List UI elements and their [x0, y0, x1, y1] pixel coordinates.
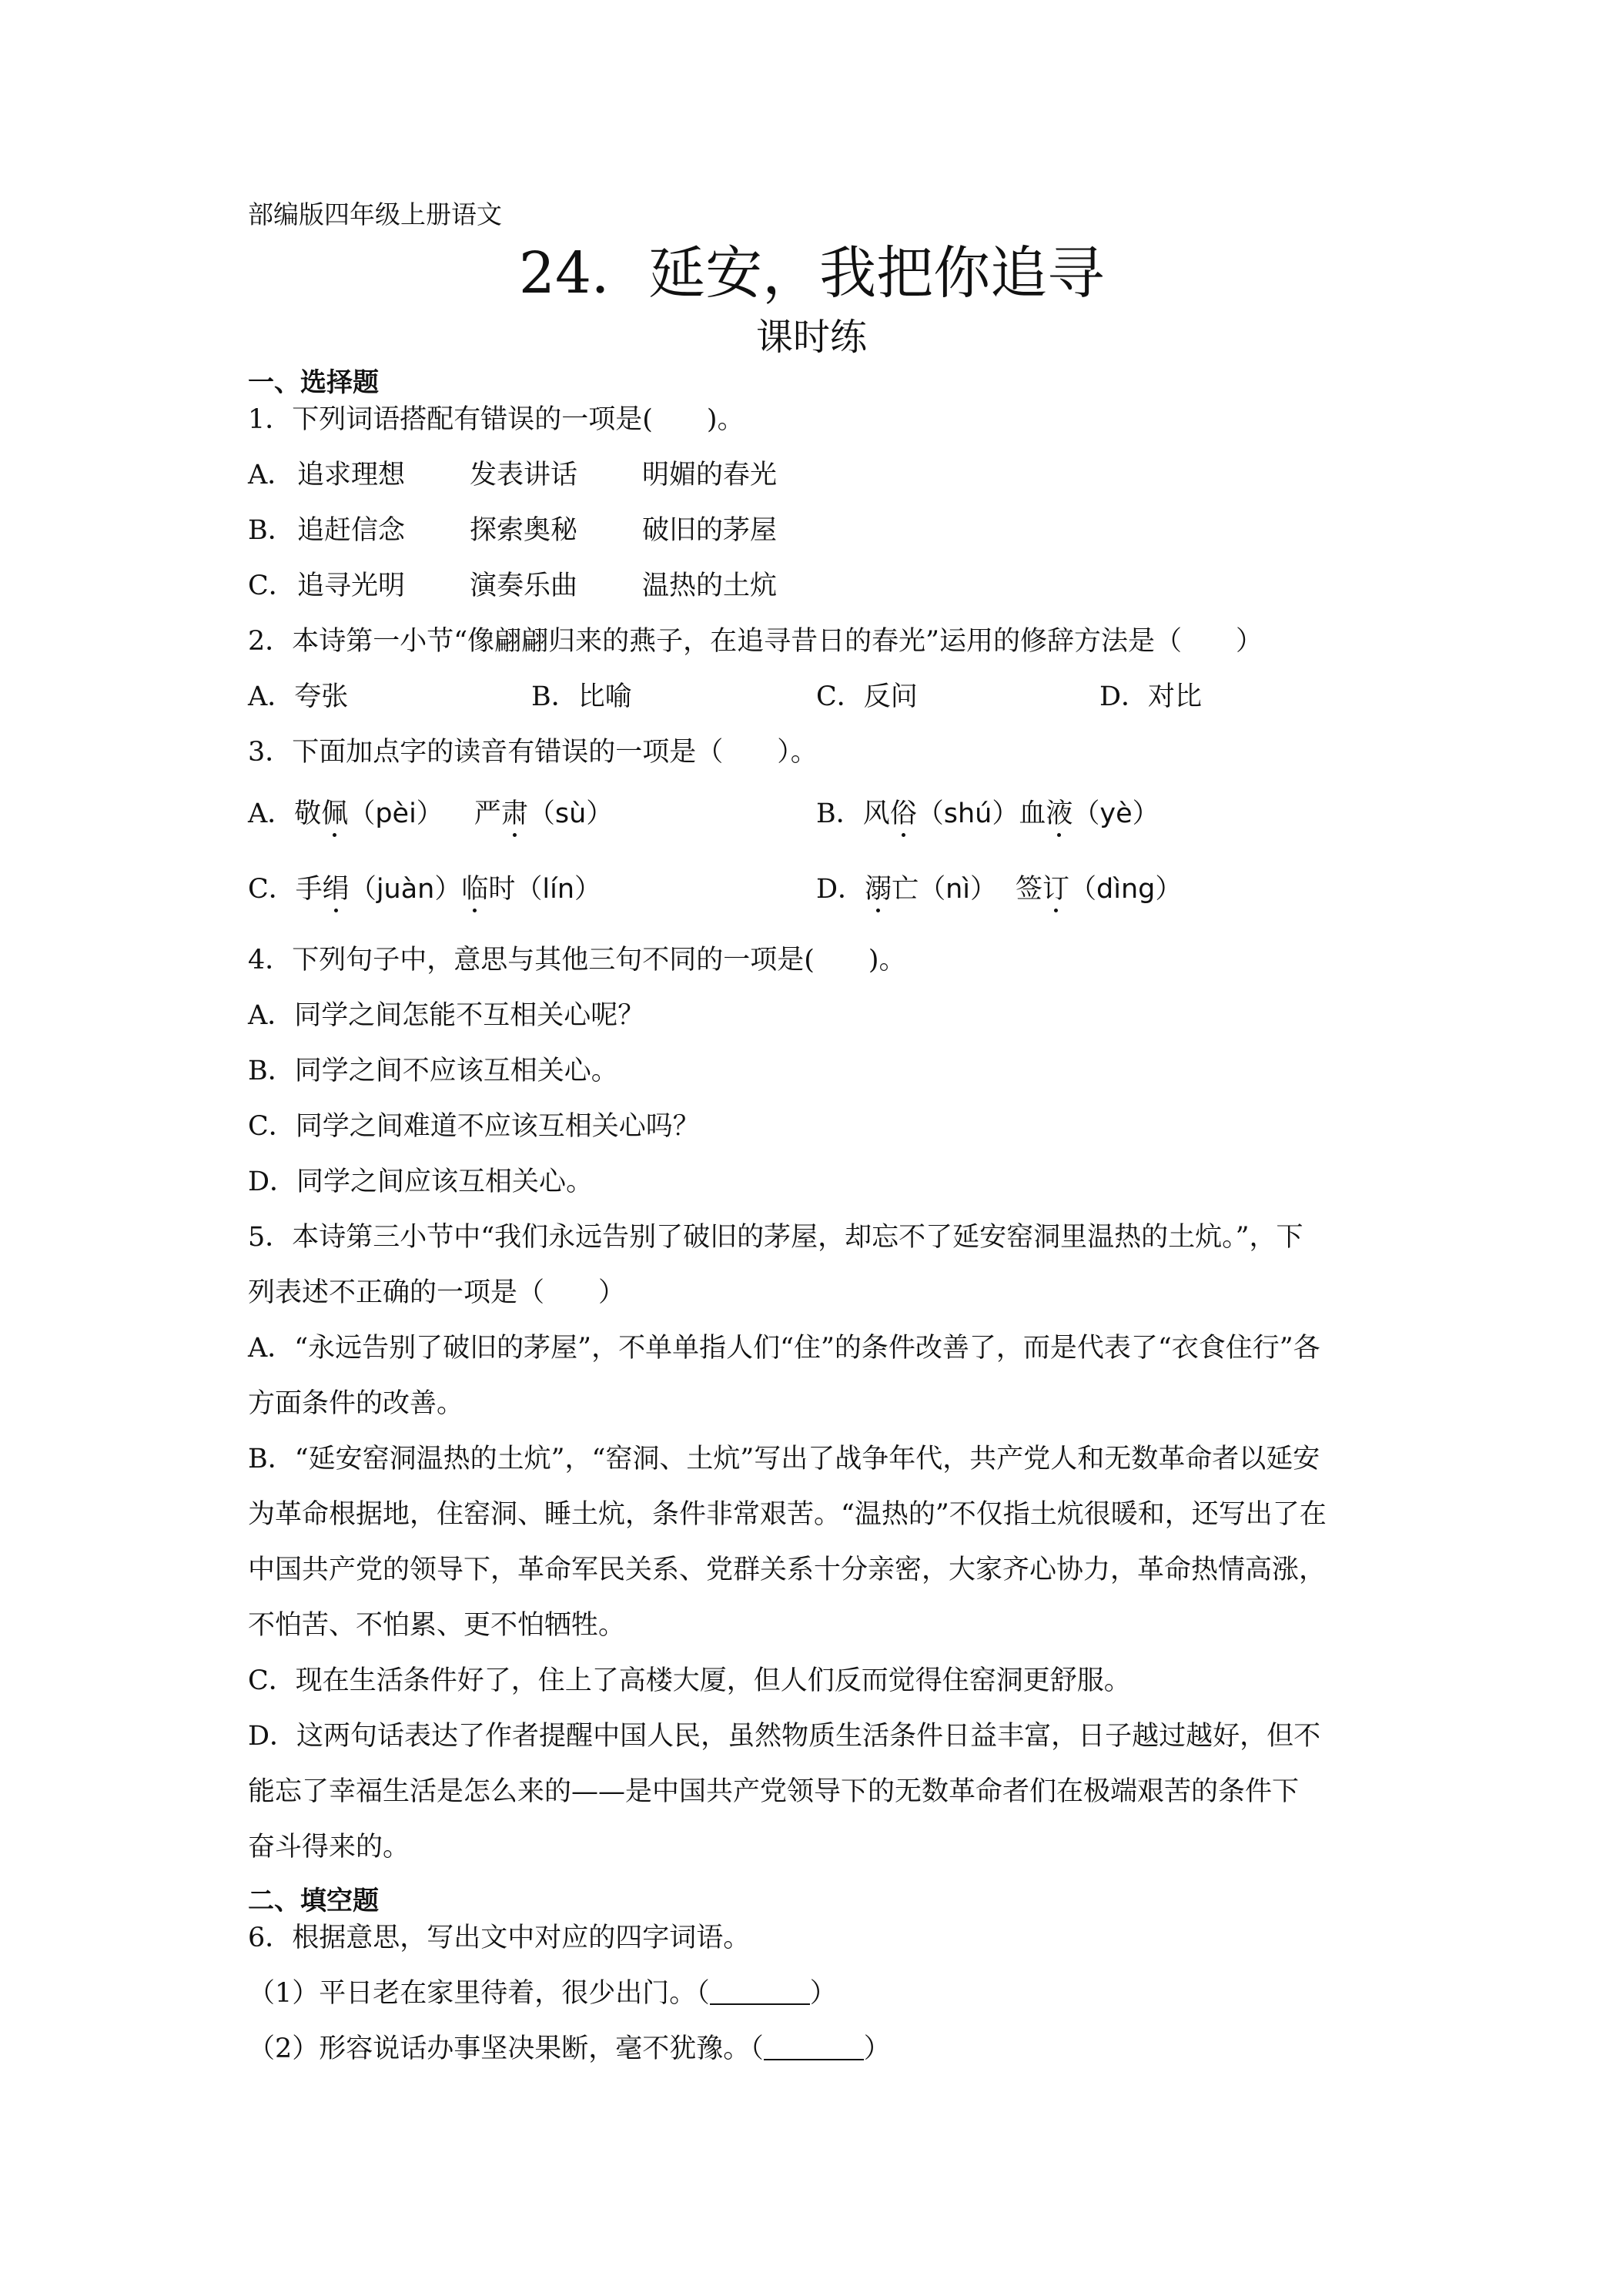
question-5-option-b-line-2: 为革命根据地，住窑洞、睡土炕，条件非常艰苦。“温热的”不仅指土炕很暖和，还写出了在 — [248, 1499, 1327, 1530]
answer-blank-2[interactable] — [764, 2036, 864, 2060]
question-4-option-b: B．同学之间不应该互相关心。 — [248, 1056, 618, 1086]
question-2-option-d: D．对比 — [1099, 681, 1203, 712]
page-subtitle: 课时练 — [755, 316, 867, 359]
worksheet-page: 部编版四年级上册语文 24．延安，我把你追寻 课时练 一、选择题 1．下列词语搭配有错误的一项是( )。 A． 追求理想 发表讲话 明媚的春光 B． 追赶信念 探索奥秘 破旧的茅屋 C． 追寻光明 演奏乐曲 温热的土炕 2．本诗第一小节“像翩翩归来的燕子，在追寻昔日的春光”运用的修辞方法是（ ） A．夸张 B．比喻 C．反问 D．对比 3．下面加点字的读音有错误的一项是（ ）。 A．敬佩（pèi） 严肃（sù） B．风俗（shú）血液（yè） C．手绢（juàn）临时（lín） D．溺亡（nì） 签订（dìng） 4．下列句子中，意思与其他三句不同的一项是( )。 A．同学之间怎能不互相关心呢？ B．同学之间不应该互相关心。 C．同学之间难道不应该互相关心吗？ D．同学之间应该互相关心。 5．本诗第三小节中“我们永远告别了破旧的茅屋，却忘不了延安窑洞里温热的土炕。”，下 列表述不正确的一项是（ ） A．“永远告别了破旧的茅屋”，不单单指人们“住”的条件改善了，而是代表了“衣食住行”各 方面条件的改善。 B．“延安窑洞温热的土炕”，“窑洞、土炕”写出了战争年代，共产党人和无数革命者以延安 为革命根据地，住窑洞、睡土炕，条件非常艰苦。“温热的”不仅指土炕很暖和，还写出了在 中国共产党的领导下，革命军民关系、党群关系十分亲密，大家齐心协力，革命热情高涨， 不怕苦、不怕累、更不怕牺牲。 C．现在生活条件好了，住上了高楼大厦，但人们反而觉得住窑洞更舒服。 D．这两句话表达了作者提醒中国人民，虽然物质生活条件日益丰富，日子越过越好，但不 能忘了幸福生活是怎么来的——是中国共产党领导下的无数革命者们在极端艰苦的条件下 奋斗得来的。 二、填空题 6．根据意思，写出文中对应的四字词语。 （1）平日老在家里待着，很少出门。（ ） （2）形容说话办事坚决果断，毫不犹豫。（ ） — [0, 0, 1623, 2296]
question-3-option-c: C．手绢（juàn）临时（lín） — [248, 874, 602, 905]
question-4-stem: 4．下列句子中，意思与其他三句不同的一项是( )。 — [248, 945, 906, 976]
section-heading-fill: 二、填空题 — [248, 1886, 379, 1916]
question-4-option-d: D．同学之间应该互相关心。 — [248, 1166, 594, 1197]
question-6-item-1: （1）平日老在家里待着，很少出门。（ ） — [248, 1978, 837, 2009]
question-1-stem: 1．下列词语搭配有错误的一项是( )。 — [248, 404, 745, 435]
question-5-option-b-line-3: 中国共产党的领导下，革命军民关系、党群关系十分亲密，大家齐心协力，革命热情高涨， — [248, 1555, 1327, 1585]
question-5-option-c: C．现在生活条件好了，住上了高楼大厦，但人们反而觉得住窑洞更舒服。 — [248, 1665, 1131, 1696]
question-3-option-b: B．风俗（shú）血液（yè） — [816, 798, 1160, 829]
question-5-option-b-line-1: B．“延安窑洞温热的土炕”，“窑洞、土炕”写出了战争年代，共产党人和无数革命者以延安 — [248, 1444, 1320, 1474]
question-5-stem-line-1: 5．本诗第三小节中“我们永远告别了破旧的茅屋，却忘不了延安窑洞里温热的土炕。”，下 — [248, 1222, 1303, 1253]
question-2-option-c: C．反问 — [816, 681, 918, 712]
question-5-option-d-line-3: 奋斗得来的。 — [248, 1832, 410, 1863]
page-title: 24．延安，我把你追寻 — [518, 240, 1105, 306]
question-5-option-a-line-1: A．“永远告别了破旧的茅屋”，不单单指人们“住”的条件改善了，而是代表了“衣食住行”各 — [248, 1333, 1320, 1364]
question-3-stem: 3．下面加点字的读音有错误的一项是（ ）。 — [248, 737, 818, 768]
series-header: 部编版四年级上册语文 — [248, 199, 502, 229]
question-3-option-a: A．敬佩（pèi） 严肃（sù） — [248, 798, 614, 829]
question-2-option-b: B．比喻 — [531, 681, 632, 712]
question-2-stem: 2．本诗第一小节“像翩翩归来的燕子，在追寻昔日的春光”运用的修辞方法是（ ） — [248, 626, 1263, 657]
question-5-option-a-line-2: 方面条件的改善。 — [248, 1388, 464, 1419]
answer-blank-1[interactable] — [710, 1980, 810, 2005]
question-5-stem-line-2: 列表述不正确的一项是（ ） — [248, 1277, 626, 1308]
section-heading-choice: 一、选择题 — [248, 367, 379, 398]
question-2-option-a: A．夸张 — [248, 681, 349, 712]
question-4-option-c: C．同学之间难道不应该互相关心吗？ — [248, 1111, 700, 1142]
question-5-option-b-line-4: 不怕苦、不怕累、更不怕牺牲。 — [248, 1610, 626, 1641]
question-5-option-d-line-2: 能忘了幸福生活是怎么来的——是中国共产党领导下的无数革命者们在极端艰苦的条件下 — [248, 1776, 1300, 1807]
question-3-option-d: D．溺亡（nì） 签订（dìng） — [816, 874, 1183, 905]
question-6-stem: 6．根据意思，写出文中对应的四字词语。 — [248, 1923, 751, 1953]
question-4-option-a: A．同学之间怎能不互相关心呢？ — [248, 1000, 645, 1031]
question-5-option-d-line-1: D．这两句话表达了作者提醒中国人民，虽然物质生活条件日益丰富，日子越过越好，但不 — [248, 1721, 1321, 1752]
question-6-item-2: （2）形容说话办事坚决果断，毫不犹豫。（ ） — [248, 2033, 891, 2064]
